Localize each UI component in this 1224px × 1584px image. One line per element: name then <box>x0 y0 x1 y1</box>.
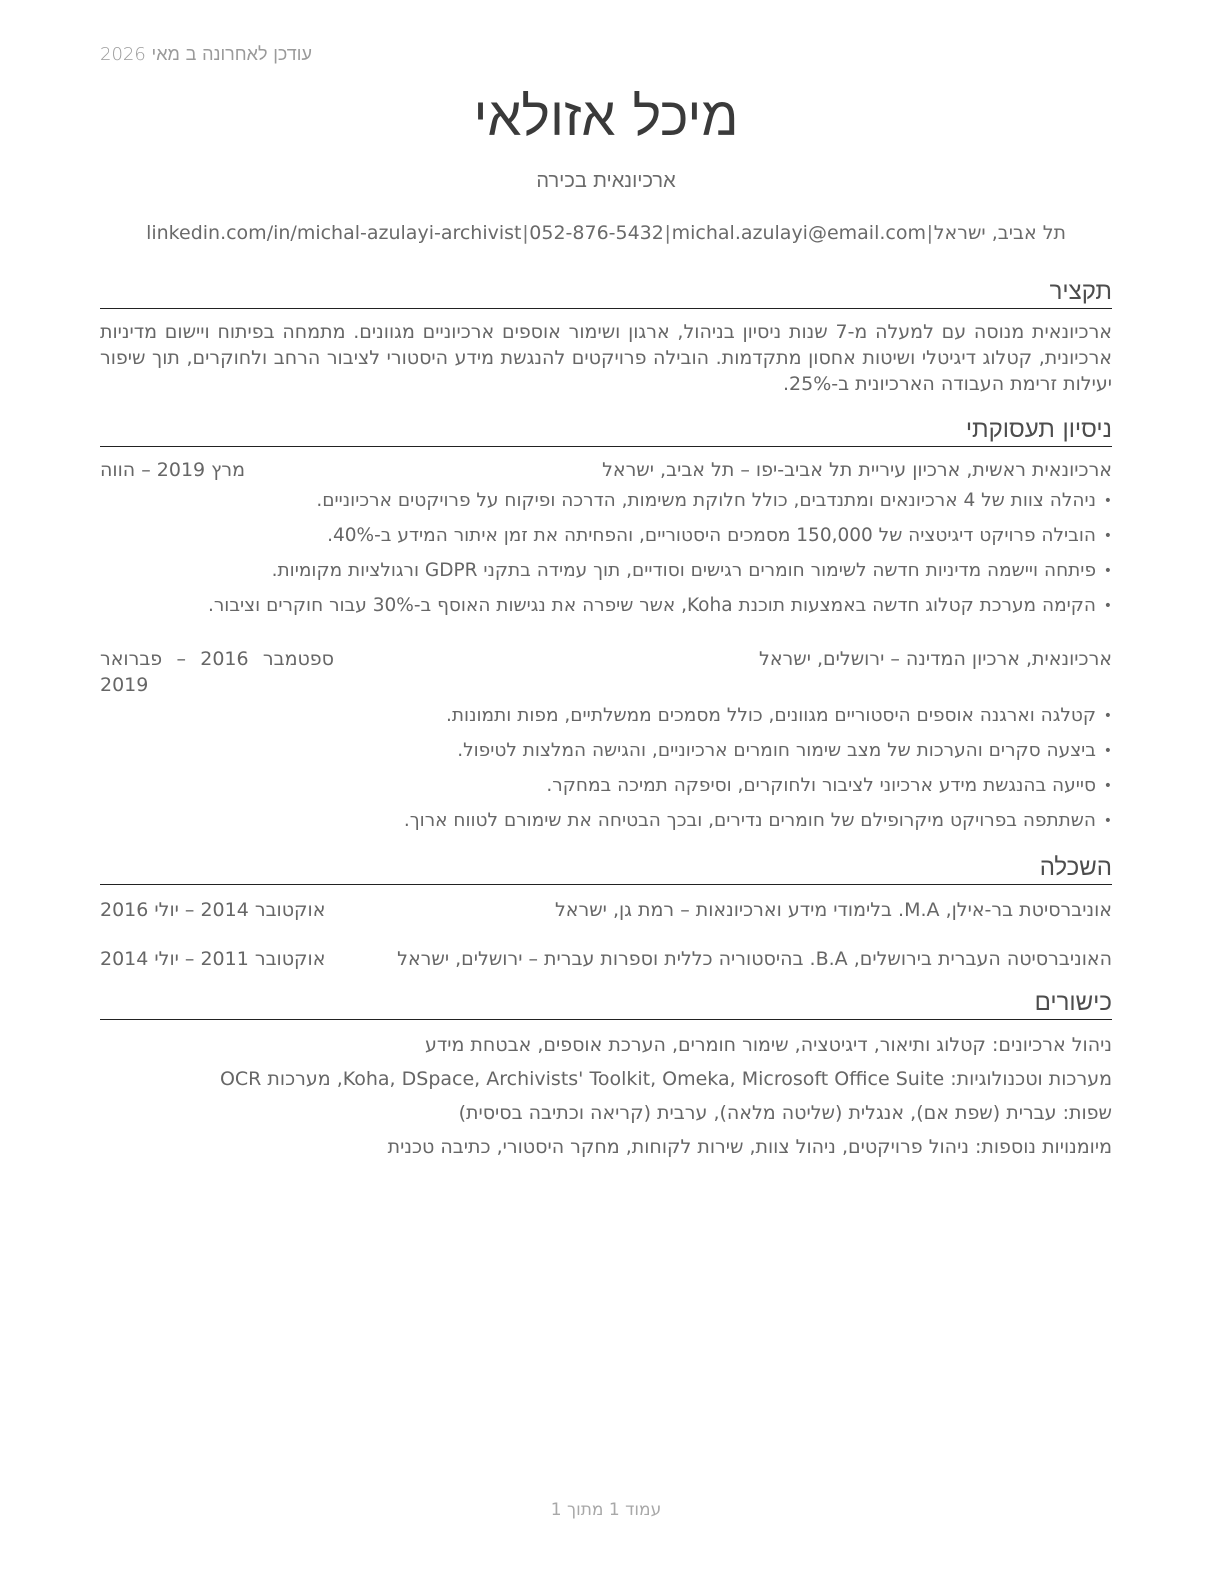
job-dates: ספטמבר 2016 – פברואר 2019 <box>100 648 334 696</box>
job-bullet: • פיתחה ויישמה מדיניות חדשה לשימור חומרים רגישים וסודיים, תוך עמידה בתקני GDPR ורגולציות מקומיות. <box>208 558 1112 584</box>
skills-heading: כישורים <box>100 987 1112 1020</box>
job-header <box>100 457 1112 483</box>
education-dates: אוקטובר 2011 – יולי 2014 <box>100 948 326 970</box>
skills-line: שפות: עברית (שפת אם), אנגלית (שליטה מלאה), ערבית (קריאה וכתיבה בסיסית) <box>458 1102 1112 1124</box>
contact-linkedin[interactable]: linkedin.com/in/michal-azulayi-archivist <box>146 222 522 244</box>
job-bullet: • סייעה בהנגשת מידע ארכיוני לציבור ולחוקרים, וסיפקה תמיכה במחקר. <box>404 773 1112 799</box>
job-header <box>100 646 1112 698</box>
job-bullet: • הקימה מערכת קטלוג חדשה באמצעות תוכנת Koha, אשר שיפרה את נגישות האוסף ב-30% עבור חוקרים וציבור. <box>208 593 1112 619</box>
summary-heading: תקציר <box>100 276 1112 309</box>
candidate-name: מיכל אזולאי <box>473 85 739 148</box>
skills-list <box>100 1032 1112 1168</box>
education-dates: אוקטובר 2014 – יולי 2016 <box>100 899 326 921</box>
contact-separator: | <box>522 222 529 244</box>
contact-email[interactable]: michal.azulayi@email.com <box>671 222 926 244</box>
job-bullets <box>208 488 1112 628</box>
job-bullet: • השתתפה בפרויקט מיקרופילם של חומרים נדירים, ובכך הבטיחה את שימורם לטווח ארוך. <box>404 808 1112 834</box>
education-degree: האוניברסיטה העברית בירושלים, B.A. בהיסטוריה כללית וספרות עברית – ירושלים, ישראל <box>397 948 1112 970</box>
education-heading: השכלה <box>100 852 1112 885</box>
resume-page <box>100 0 1112 1584</box>
skills-line: ניהול ארכיונים: קטלוג ותיאור, דיגיטציה, שימור חומרים, הערכת אוספים, אבטחת מידע <box>424 1034 1112 1056</box>
job-bullets <box>404 703 1112 843</box>
education-item <box>100 897 1112 923</box>
contact-location: תל אביב, ישראל <box>933 222 1066 244</box>
job-bullet: • ביצעה סקרים והערכות של מצב שימור חומרים ארכיוניים, והגישה המלצות לטיפול. <box>404 738 1112 764</box>
job-dates: מרץ 2019 – הווה <box>100 459 246 481</box>
skills-line: מערכות וטכנולוגיות: Koha, DSpace, Archivists' Toolkit, Omeka, Microsoft Office Suite, מערכות OCR <box>219 1068 1112 1090</box>
education-degree: אוניברסיטת בר-אילן, M.A. בלימודי מידע וארכיונאות – רמת גן, ישראל <box>554 899 1112 921</box>
candidate-title: ארכיונאית בכירה <box>536 168 676 192</box>
skills-line: מיומנויות נוספות: ניהול פרויקטים, ניהול צוות, שירות לקוחות, מחקר היסטורי, כתיבה טכנית <box>387 1136 1112 1158</box>
job-bullet: • הובילה פרויקט דיגיטציה של 150,000 מסמכים היסטוריים, והפחיתה את זמן איתור המידע ב-40%. <box>208 523 1112 549</box>
contact-separator: | <box>926 222 934 244</box>
contact-phone[interactable]: 052-876-5432 <box>529 222 664 244</box>
job-role: ארכיונאית, ארכיון המדינה – ירושלים, ישראל <box>759 648 1112 670</box>
contact-separator: | <box>664 222 671 244</box>
job-role: ארכיונאית ראשית, ארכיון עיריית תל אביב-יפו – תל אביב, ישראל <box>602 459 1112 481</box>
experience-heading: ניסיון תעסוקתי <box>100 414 1112 447</box>
last-updated: עודכן לאחרונה ב מאי 2026 <box>100 44 312 65</box>
contact-line <box>146 222 1066 244</box>
summary-text: ארכיונאית מנוסה עם למעלה מ-7 שנות ניסיון בניהול, ארגון ושימור אוספים ארכיוניים מגוונים. מתמחה בפיתוח ויישום מדיניות ארכיונית, קטלוג דיגיטלי ושיטות אחסון מתקדמות. הובילה פרויקטים להנגשת מידע היסטורי לציבור הרחב ולחוקרים, תוך שיפור יעילות זרימת העבודה הארכיונית ב-25%. <box>100 321 1112 395</box>
education-item <box>100 946 1112 972</box>
page-footer: עמוד 1 מתוך 1 <box>550 1500 662 1520</box>
job-bullet: • ניהלה צוות של 4 ארכיונאים ומתנדבים, כולל חלוקת משימות, הדרכה ופיקוח על פרויקטים ארכיוניים. <box>208 488 1112 514</box>
job-bullet: • קטלגה וארגנה אוספים היסטוריים מגוונים, כולל מסמכים ממשלתיים, מפות ותמונות. <box>404 703 1112 729</box>
